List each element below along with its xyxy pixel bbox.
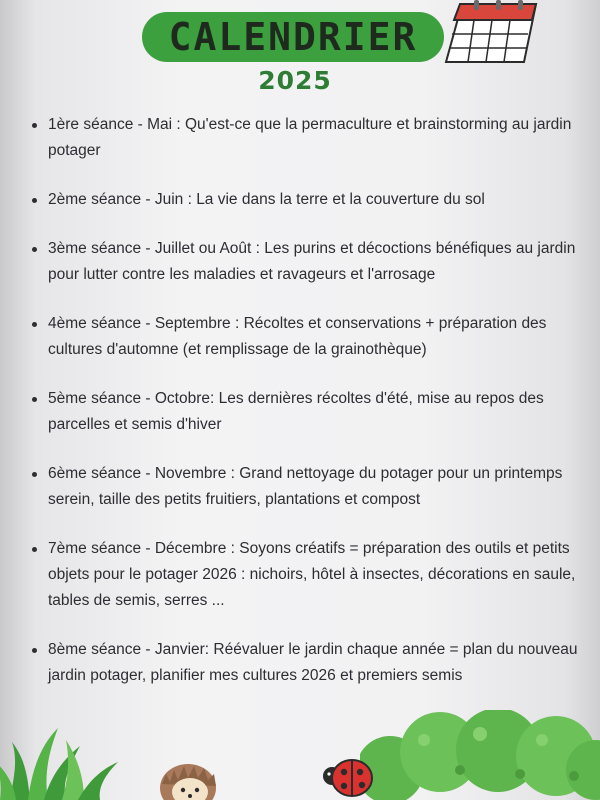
hedgehog-icon	[158, 748, 222, 800]
session-list	[28, 112, 588, 712]
list-item: 2ème séance - Juin : La vie dans la terre et la couverture du sol	[28, 187, 588, 213]
calendar-icon	[440, 0, 540, 64]
list-item: 8ème séance - Janvier: Réévaluer le jardin chaque année = plan du nouveau jardin potager, planifier mes cultures 2026 et premiers semis	[28, 637, 588, 689]
ladybug-icon	[320, 754, 374, 800]
list-item: 7ème séance - Décembre : Soyons créatifs = préparation des outils et petits objets pour le potager 2026 : nichoirs, hôtel à insectes, décorations en saule, tables de semis, serres ...	[28, 536, 588, 614]
list-item: 5ème séance - Octobre: Les dernières récoltes d'été, mise au repos des parcelles et semis d'hiver	[28, 386, 588, 438]
list-item: 4ème séance - Septembre : Récoltes et conservations + préparation des cultures d'automne (et remplissage de la grainothèque)	[28, 311, 588, 363]
list-item: 6ème séance - Novembre : Grand nettoyage du potager pour un printemps serein, taille des petits fruitiers, plantations et compost	[28, 461, 588, 513]
page-title: CALENDRIER	[168, 15, 418, 59]
list-item: 1ère séance - Mai : Qu'est-ce que la permaculture et brainstorming au jardin potager	[28, 112, 588, 164]
grass-icon	[0, 716, 130, 800]
list-item: 3ème séance - Juillet ou Août : Les purins et décoctions bénéfiques au jardin pour lutter contre les maladies et ravageurs et l'arrosage	[28, 236, 588, 288]
title-banner	[142, 12, 444, 62]
year-label: 2025	[258, 66, 332, 95]
bush-icon	[360, 710, 600, 800]
